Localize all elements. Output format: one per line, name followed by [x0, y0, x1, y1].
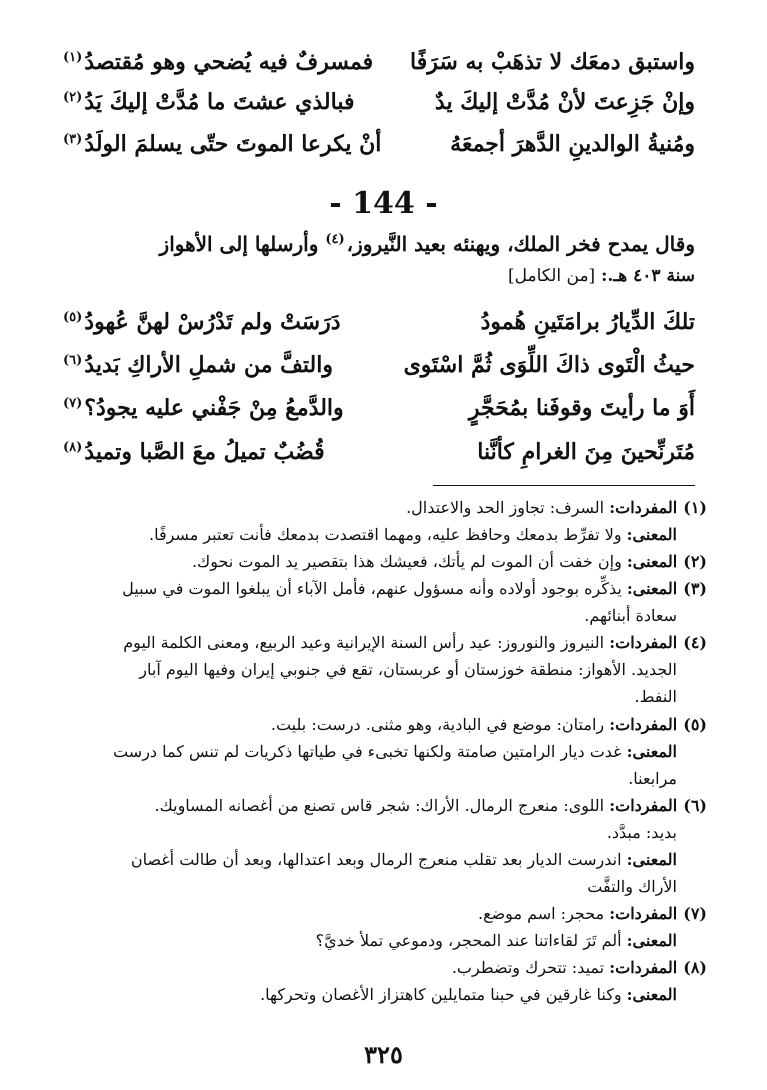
hemistich-first: أَوَ ما رأيتَ وقوفَنا بمُحَجَّرٍ — [468, 395, 695, 421]
footnote-mark: (١) — [683, 498, 707, 517]
footnote-label: المعنى: — [626, 742, 677, 761]
footnote-mark: (٢) — [683, 552, 707, 571]
hemistich-second — [63, 439, 325, 465]
hemistich-second — [63, 352, 333, 378]
footnote-label: المعنى: — [626, 525, 677, 544]
footnote-item — [57, 629, 707, 710]
footnote-item — [57, 738, 707, 792]
footnote-mark: (٧) — [683, 904, 707, 923]
footnote-label: المعنى: — [626, 579, 678, 598]
verse-line — [63, 42, 695, 82]
verse-line — [63, 388, 695, 428]
hemistich-second — [63, 89, 354, 115]
footnote-item — [57, 927, 707, 954]
footnote-item — [57, 575, 707, 629]
verse-line — [63, 302, 695, 342]
footnote-text: محجر: اسم موضع. — [477, 904, 605, 923]
hemistich-text: أنْ يكرعا الموتَ حتّى يسلمَ الولَدُ — [84, 131, 382, 157]
footnote-divider — [433, 485, 695, 486]
hemistich-text: والدَّمعُ مِنْ جَفْني عليه يجودُ؟ — [84, 395, 344, 421]
footnote-ref: (٦) — [63, 352, 83, 368]
footnote-item — [57, 846, 707, 900]
footnote-text: وكنا غارقين في حبنا متمايلين كاهتزاز الأغصان وتحركها. — [260, 985, 622, 1004]
hemistich-first: ومُنيةُ الوالدينِ الدَّهرَ أجمعَهُ — [450, 131, 695, 157]
footnote-label: المعنى: — [626, 552, 678, 571]
footnote-text: ألم تَرَ لقاءاتنا عند المحجر، ودموعي تملأ خديَّ؟ — [315, 931, 622, 950]
footnote-label: المفردات: — [609, 796, 678, 815]
footnote-item — [57, 900, 707, 927]
footnote-item — [57, 981, 707, 1008]
footnote-item — [57, 792, 707, 846]
footnote-item — [57, 494, 707, 521]
hemistich-second — [63, 49, 373, 75]
footnote-continuation: بديد: مبدَّد. — [606, 823, 677, 842]
verse-line — [63, 82, 695, 122]
poem-intro — [63, 232, 695, 256]
footnote-text: النيروز والنوروز: عيد رأس السنة الإيرانية وعيد الربيع، ومعنى الكلمة اليوم — [123, 633, 605, 652]
footnote-ref: (٣) — [63, 131, 83, 147]
footnote-item — [57, 711, 707, 738]
footnote-label: المفردات: — [609, 958, 678, 977]
hemistich-text: فمسرفٌ فيه يُضحي وهو مُقتصدُ — [84, 49, 374, 75]
verse-line — [63, 432, 695, 472]
footnote-item — [57, 548, 707, 575]
verse-line — [63, 345, 695, 385]
footnote-mark: (٥) — [683, 715, 707, 734]
footnote-mark: (٤) — [683, 633, 707, 652]
hemistich-text: فبالذي عشتَ ما مُدَّتْ إليكَ يَدُ — [84, 89, 355, 115]
footnote-text: يذكِّره بوجود أولاده وأنه مسؤول عنهم، فأمل الآباء أن يبلغوا الموت في سبيل — [122, 579, 622, 598]
footnote-label: المعنى: — [626, 931, 677, 950]
footnote-text: تميد: تتحرك وتضطرب. — [451, 958, 605, 977]
hemistich-text: دَرَسَتْ ولم تَدْرُسْ لهنَّ عُهودُ — [84, 309, 341, 335]
hemistich-text: قُضُبٌ تميلُ معَ الصَّبا وتميدُ — [84, 439, 325, 465]
footnote-mark: (٦) — [683, 796, 707, 815]
footnote-text: وإن خفت أن الموت لم يأتك، فعيشك هذا بتقصير يد الموت نحوك. — [191, 552, 622, 571]
hemistich-second — [63, 131, 381, 157]
footnote-ref: (٧) — [63, 395, 83, 411]
footnote-text: غدت ديار الرامتين صامتة ولكنها تخبىء في طياتها ذكريات لم تنس كما درست — [113, 742, 622, 761]
footnote-text: اندرست الديار بعد تقلب منعرج الرمال وبعد اعتدالها، وبعد أن طالت أغصان — [130, 850, 622, 869]
poem-meter: [من الكامل] — [508, 266, 596, 286]
hemistich-second — [63, 395, 344, 421]
footnote-mark: (٣) — [683, 579, 707, 598]
hemistich-first: تلكَ الدِّيارُ برامَتَينِ هُمودُ — [480, 309, 695, 335]
verse-line — [63, 124, 695, 164]
footnote-text: اللوى: منعرج الرمال. الأراك: شجر قاس تصنع من أغصانه المساويك. — [154, 796, 605, 815]
footnote-ref: (٨) — [63, 439, 83, 455]
footnote-continuation: سعادة أبنائهم. — [584, 606, 677, 625]
footnote-continuation: الجديد. الأهواز: منطقة خوزستان أو عربستان، تقع في جنوبي إيران وفيها اليوم آبار — [139, 660, 677, 679]
footnote-label: المفردات: — [609, 715, 678, 734]
hemistich-second — [63, 309, 341, 335]
footnote-ref: (٥) — [63, 309, 83, 325]
footnote-label: المفردات: — [609, 904, 678, 923]
hemistich-text: والتفَّ من شملِ الأراكِ بَديدُ — [84, 352, 333, 378]
intro-text: وقال يمدح فخر الملك، ويهنئه بعيد النَّيروز، — [346, 232, 695, 256]
footnote-label: المفردات: — [609, 498, 678, 517]
intro-date: سنة ٤٠٣ هـ.: — [601, 266, 695, 286]
footnote-text: ولا تفرِّط بدمعك وحافظ عليه، ومهما اقتصدت بدمعك فأنت تعتبر مسرفًا. — [148, 525, 622, 544]
hemistich-first: مُتَرنِّحينَ مِنَ الغرامِ كأنَّنا — [477, 439, 695, 465]
footnote-continuation: الأراك والتفَّت — [587, 877, 677, 896]
footnote-text: السرف: تجاوز الحد والاعتدال. — [406, 498, 605, 517]
intro-text-end: وأرسلها إلى الأهواز — [159, 232, 319, 256]
footnote-continuation: النفط. — [634, 687, 677, 706]
footnote-label: المفردات: — [609, 633, 678, 652]
hemistich-first: وإنْ جَزِعتَ لأنْ مُدَّتْ إليكَ يدٌ — [434, 89, 695, 115]
footnote-ref: (١) — [63, 49, 83, 65]
page-number: ٣٢٥ — [364, 1040, 403, 1069]
footnote-ref: (٤) — [325, 232, 345, 248]
footnote-continuation: مرابعنا. — [628, 769, 677, 788]
footnote-item — [57, 954, 707, 981]
poem-intro-date — [63, 266, 695, 286]
hemistich-first: واستبق دمعَك لا تذهَبْ به سَرَفًا — [410, 49, 695, 75]
footnote-item — [57, 521, 707, 548]
footnote-ref: (٢) — [63, 89, 83, 105]
footnote-text: رامتان: موضع في البادية، وهو مثنى. درست: بليت. — [270, 715, 605, 734]
hemistich-first: حيثُ الْتَوى ذاكَ اللِّوَى ثُمَّ اسْتَوى — [403, 352, 695, 378]
poem-number: - 144 - — [329, 186, 438, 221]
footnote-label: المعنى: — [626, 850, 677, 869]
footnote-label: المعنى: — [626, 985, 677, 1004]
footnote-mark: (٨) — [683, 958, 707, 977]
